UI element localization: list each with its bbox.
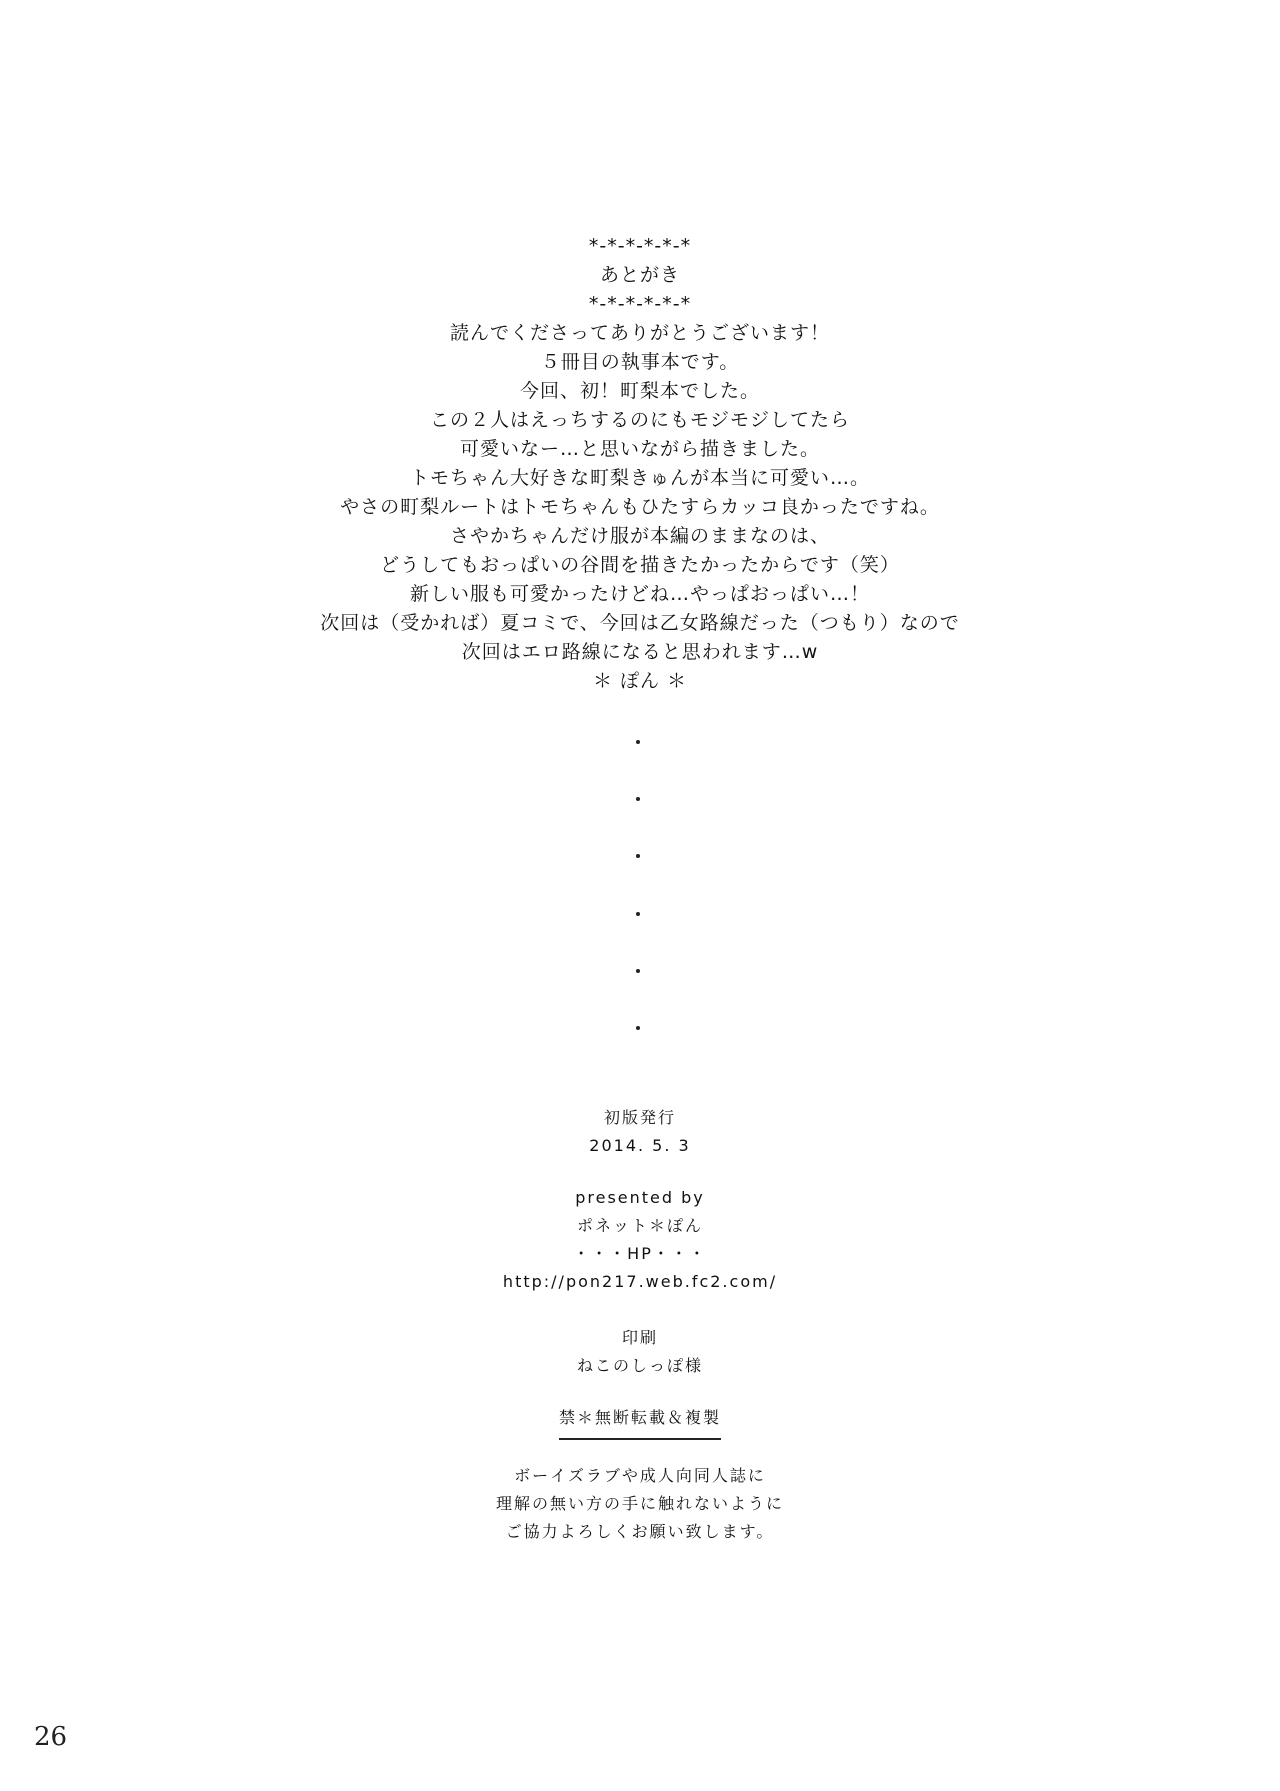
publication-date: 2014. 5. 3 — [589, 1136, 691, 1155]
colophon-section — [0, 1104, 1280, 1546]
afterword-line: 次回はエロ路線になると思われます…w — [461, 641, 819, 663]
afterword-line: どうしてもおっぱいの谷間を描きたかったからです（笑） — [380, 554, 900, 576]
presented-by-label: presented by — [575, 1188, 705, 1207]
reproduction-prohibition: 禁＊無断転載＆複製 — [558, 1408, 721, 1427]
separator-dot — [636, 854, 640, 858]
afterword-line: 読んでくださってありがとうございます！ — [449, 322, 830, 344]
afterword-line: 次回は（受かれば）夏コミで、今回は乙女路線だった（つもり）なので — [320, 612, 960, 634]
afterword-line: 新しい服も可愛かったけどね…やっぱおっぱい…！ — [409, 583, 870, 605]
afterword-line: この２人はえっちするのにもモジモジしてたら — [429, 409, 850, 431]
afterword-line: さやかちゃんだけ服が本編のままなのは、 — [449, 525, 830, 547]
author-signature: ＊ ぽん ＊ — [592, 670, 688, 692]
afterword-heading: あとがき — [599, 264, 680, 286]
printing-label: 印刷 — [621, 1328, 658, 1347]
afterword-line: やさの町梨ルートはトモちゃんもひたすらカッコ良かったですね。 — [340, 496, 940, 518]
afterword-line: 可愛いなー…と思いながら描きました。 — [459, 438, 820, 460]
homepage-url: http://pon217.web.fc2.com/ — [502, 1272, 778, 1291]
separator-dot — [636, 1026, 640, 1030]
printer-name: ねこのしっぽ様 — [576, 1356, 703, 1375]
afterword-section — [0, 232, 1280, 696]
separator-dot — [636, 740, 640, 744]
page-number: 26 — [34, 1722, 68, 1752]
decorative-divider-bottom: *-*-*-*-*-* — [588, 293, 692, 315]
separator-dot — [636, 912, 640, 916]
afterword-line: 今回、初！町梨本でした。 — [519, 380, 760, 402]
afterword-line: ５冊目の執事本です。 — [540, 351, 740, 373]
notice-line: 理解の無い方の手に触れないように — [495, 1494, 784, 1513]
separator-dot — [636, 797, 640, 801]
notice-line: ボーイズラブや成人向同人誌に — [514, 1466, 766, 1485]
homepage-label: ・・・HP・・・ — [573, 1244, 707, 1263]
afterword-line: トモちゃん大好きな町梨きゅんが本当に可愛い…。 — [409, 467, 870, 489]
notice-line: ご協力よろしくお願い致します。 — [505, 1522, 775, 1541]
separator-dot — [636, 969, 640, 973]
circle-name: ポネット＊ぽん — [576, 1216, 703, 1235]
first-edition-label: 初版発行 — [603, 1108, 676, 1127]
decorative-divider-top: *-*-*-*-*-* — [588, 235, 692, 257]
